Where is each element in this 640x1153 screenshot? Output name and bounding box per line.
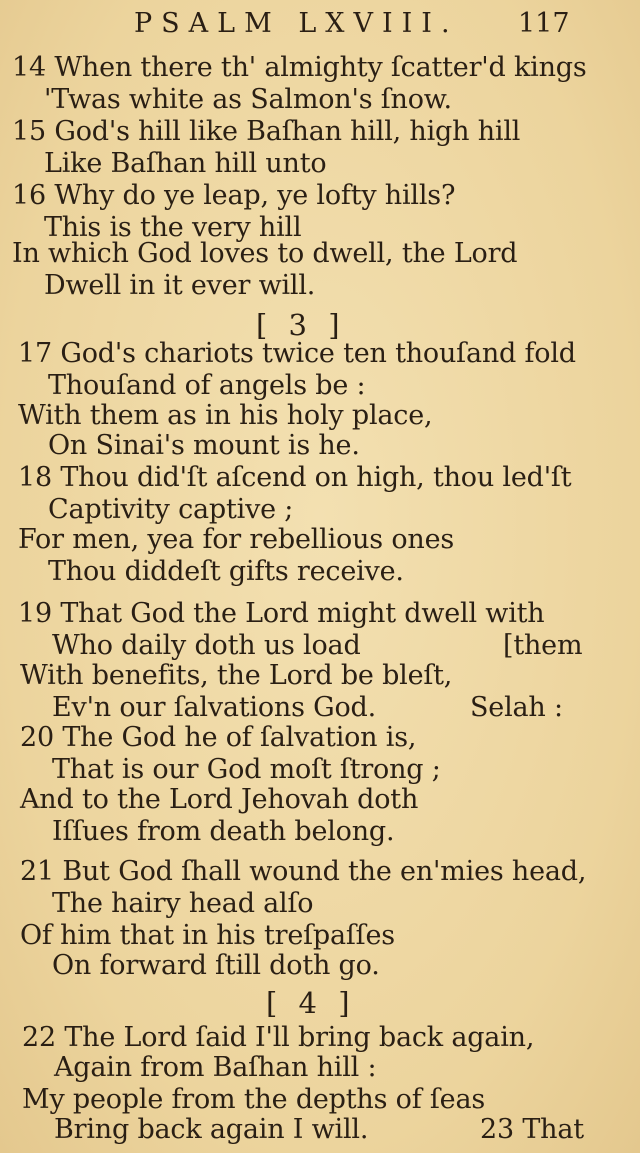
verse-line: 21 But God ſhall wound the en'mies head, [20,856,587,887]
verse-line: 20 The God he of ſalvation is, [20,722,417,753]
verse-line: The hairy head alſo [52,888,314,919]
verse-line: 16 Why do ye leap, ye lofty hills? [12,180,456,211]
verse-line: Dwell in it ever will. [44,270,316,301]
verse-line: Like Baſhan hill unto [44,148,327,179]
page-number: 117 [518,8,570,39]
verse-line: 19 That God the Lord might dwell with [18,598,545,629]
verse-line: With benefits, the Lord be bleſt, [20,660,453,691]
verse-line: Ev'n our ſalvations God. [52,692,377,723]
verse-line: 14 When there th' almighty ſcatter'd kings [12,52,587,83]
verse-line: Iſſues from death belong. [52,816,395,847]
verse-line: On Sinai's mount is he. [48,430,360,461]
verse-line: 17 God's chariots twice ten thouſand fold [18,338,576,369]
verse-line: Captivity captive ; [48,494,294,525]
verse-line: On forward ſtill doth go. [52,950,380,981]
verse-line: [them [503,630,583,661]
verse-line: Thou diddeſt gifts receive. [48,556,404,587]
selah-mark: Selah : [470,692,563,723]
verse-line: In which God loves to dwell, the Lord [12,238,518,269]
verse-line: Bring back again I will. [54,1114,369,1145]
verse-line: Of him that in his treſpaſſes [20,920,395,951]
section-marker: [ 4 ] [266,986,356,1020]
verse-line: Thouſand of angels be : [48,370,366,401]
verse-line: My people from the depths of ſeas [22,1084,485,1115]
verse-line: Who daily doth us load [52,630,361,661]
page-header [0,4,640,44]
verse-line: With them as in his holy place, [18,400,433,431]
verse-line: 15 God's hill like Baſhan hill, high hill [12,116,521,147]
running-title: PSALM LXVIII. [134,8,459,39]
verse-line: 22 The Lord ſaid I'll bring back again, [22,1022,535,1053]
verse-line: For men, yea for rebellious ones [18,524,455,555]
catchword: 23 That [480,1114,584,1145]
verse-line: Again from Baſhan hill : [54,1052,377,1083]
section-marker: [ 3 ] [256,308,346,342]
verse-line: And to the Lord Jehovah doth [20,784,419,815]
verse-line: That is our God moſt ſtrong ; [52,754,441,785]
verse-line: 18 Thou did'ſt aſcend on high, thou led'ſt [18,462,572,493]
verse-line: 'Twas white as Salmon's ſnow. [44,84,452,115]
verse-line: This is the very hill [44,212,302,243]
